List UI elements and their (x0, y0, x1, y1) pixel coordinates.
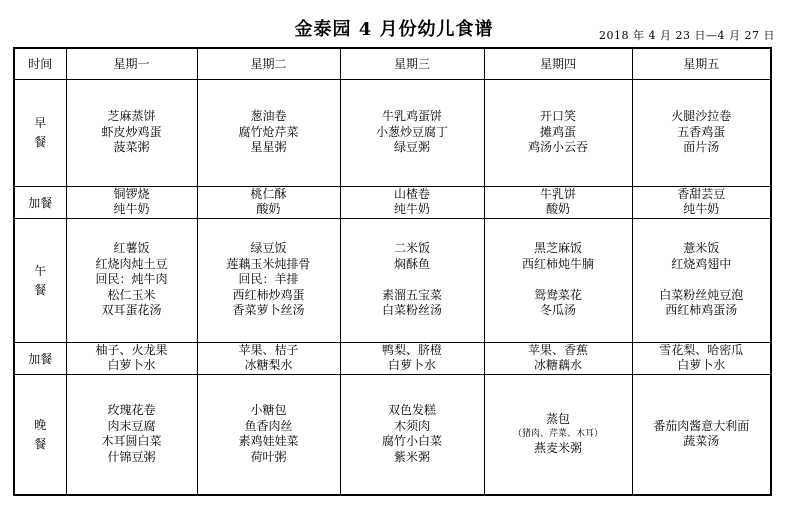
menu-item: 雪花梨、哈密瓜 (659, 342, 744, 357)
menu-item: 冰糖藕水 (533, 358, 582, 372)
menu-item: 荷叶粥 (250, 449, 287, 464)
menu-item: 红薯饭 (113, 241, 150, 256)
menu-cell (340, 186, 484, 218)
menu-item: 柚子、火龙果 (95, 342, 168, 357)
menu-row (14, 79, 771, 186)
menu-item: 开口笑 (539, 109, 576, 124)
menu-item: 莲藕玉米炖排骨 (226, 256, 311, 271)
column-header: 星期一 (66, 48, 197, 79)
menu-item: 虾皮炒鸡蛋 (101, 124, 162, 139)
menu-item: 腐竹炝芹菜 (238, 124, 299, 139)
menu-item: 鸭梨、脐橙 (381, 342, 442, 357)
menu-item: 苹果、桔子 (238, 342, 299, 357)
menu-cell (632, 218, 771, 342)
menu-cell (340, 218, 484, 342)
menu-item: 白菜粉丝炖豆泡 (659, 287, 744, 302)
menu-item: 牛乳鸡蛋饼 (381, 109, 442, 124)
menu-item: 冰糖梨水 (244, 358, 293, 372)
menu-item: 白萝卜水 (107, 358, 156, 372)
column-header: 星期四 (484, 48, 632, 79)
meal-label: 晚 餐 (14, 374, 66, 495)
menu-row (14, 374, 771, 495)
menu-item: 二米饭 (393, 241, 430, 256)
date-range: 2018 年 4 月 23 日—4 月 27 日 (599, 29, 775, 42)
meal-label: 午 餐 (14, 218, 66, 342)
menu-item: 牛乳饼 (539, 186, 576, 201)
menu-item: 玫瑰花卷 (107, 403, 156, 418)
menu-item: 双色发糕 (387, 403, 436, 418)
menu-item: 素溜五宝菜 (381, 287, 442, 302)
menu-item: 素鸡娃娃菜 (238, 434, 299, 449)
menu-item: 葱油卷 (250, 109, 287, 124)
menu-cell (632, 374, 771, 495)
menu-item: 火腿沙拉卷 (671, 109, 732, 124)
menu-item: 纯牛奶 (113, 202, 150, 216)
menu-item: 桃仁酥 (250, 186, 287, 201)
menu-item: 苹果、香蕉 (527, 342, 588, 357)
menu-cell (632, 186, 771, 218)
column-header: 星期三 (340, 48, 484, 79)
menu-item: 山楂卷 (393, 186, 430, 201)
menu-item: 芝麻蒸饼 (107, 109, 156, 124)
menu-item: 冬瓜汤 (539, 303, 576, 318)
meal-label: 早 餐 (14, 79, 66, 186)
column-header: 星期五 (632, 48, 771, 79)
menu-item: 红烧肉炖土豆 (95, 256, 168, 271)
menu-cell (197, 374, 340, 495)
menu-item: 酸奶 (545, 202, 570, 216)
menu-item: 回民：羊排 (238, 272, 299, 287)
menu-cell (197, 218, 340, 342)
menu-cell (197, 79, 340, 186)
menu-item: 木耳圆白菜 (101, 434, 162, 449)
menu-item: （猪肉、芹菜、木耳） (512, 428, 603, 439)
menu-item: 小葱炒豆腐丁 (375, 124, 448, 139)
menu-item: 薏米饭 (683, 241, 720, 256)
menu-item: 绿豆饭 (250, 241, 287, 256)
meal-label: 加餐 (14, 342, 66, 374)
menu-item: 鱼香肉丝 (244, 418, 293, 433)
menu-table (13, 47, 772, 496)
menu-cell (66, 186, 197, 218)
menu-cell (66, 342, 197, 374)
menu-item: 西红柿炒鸡蛋 (232, 287, 305, 302)
menu-item (635, 272, 769, 288)
menu-item: 番茄肉酱意大利面 (653, 418, 750, 433)
menu-item: 面片汤 (683, 140, 720, 155)
menu-cell (197, 342, 340, 374)
menu-cell (632, 79, 771, 186)
menu-item: 摊鸡蛋 (539, 124, 576, 139)
menu-item: 白萝卜水 (677, 358, 726, 372)
menu-cell (66, 374, 197, 495)
menu-item: 蒸包 (545, 412, 570, 427)
menu-cell (632, 342, 771, 374)
menu-item: 菠菜粥 (113, 140, 150, 155)
menu-cell (66, 79, 197, 186)
menu-item (487, 272, 630, 288)
menu-cell (484, 374, 632, 495)
menu-item: 紫米粥 (393, 449, 430, 464)
page-title: 金泰园 4 月份幼儿食谱 (294, 19, 494, 40)
menu-item: 焖酥鱼 (393, 256, 430, 271)
menu-item: 纯牛奶 (393, 202, 430, 216)
menu-row (14, 186, 771, 218)
menu-item: 黑芝麻饭 (533, 241, 582, 256)
menu-item: 木须肉 (393, 418, 430, 433)
menu-item: 白萝卜水 (387, 358, 436, 372)
menu-cell (197, 186, 340, 218)
menu-item: 小糖包 (250, 403, 287, 418)
menu-item: 腐竹小白菜 (381, 434, 442, 449)
menu-item: 燕麦米粥 (533, 440, 582, 455)
menu-item: 白菜粉丝汤 (381, 303, 442, 318)
menu-item: 红烧鸡翅中 (671, 256, 732, 271)
menu-item: 酸奶 (256, 202, 281, 216)
menu-cell (340, 342, 484, 374)
menu-row (14, 342, 771, 374)
menu-cell (484, 186, 632, 218)
meal-label: 加餐 (14, 186, 66, 218)
menu-item: 五香鸡蛋 (677, 124, 726, 139)
menu-item (343, 272, 482, 288)
menu-cell (340, 79, 484, 186)
menu-cell (66, 218, 197, 342)
menu-item: 绿豆粥 (393, 140, 430, 155)
menu-item: 星星粥 (250, 140, 287, 155)
column-header: 时间 (14, 48, 66, 79)
menu-item: 鸳鸯菜花 (533, 287, 582, 302)
menu-cell (484, 218, 632, 342)
menu-item: 双耳蛋花汤 (101, 303, 162, 318)
menu-item: 香甜芸豆 (677, 186, 726, 201)
menu-item: 肉末豆腐 (107, 418, 156, 433)
menu-item: 西红柿炖牛腩 (521, 256, 594, 271)
menu-item: 西红柿鸡蛋汤 (665, 303, 738, 318)
menu-item: 铜锣烧 (113, 186, 150, 201)
menu-row (14, 218, 771, 342)
menu-cell (484, 342, 632, 374)
menu-item: 纯牛奶 (683, 202, 720, 216)
menu-item: 回民：炖牛肉 (95, 272, 168, 287)
menu-item: 什锦豆粥 (107, 449, 156, 464)
column-header: 星期二 (197, 48, 340, 79)
menu-item: 香菜萝卜丝汤 (232, 303, 305, 318)
header-row (14, 48, 771, 79)
menu-item: 松仁玉米 (107, 287, 156, 302)
menu-item: 蔬菜汤 (683, 434, 720, 449)
menu-item: 鸡汤小云吞 (527, 140, 588, 155)
menu-cell (484, 79, 632, 186)
menu-cell (340, 374, 484, 495)
